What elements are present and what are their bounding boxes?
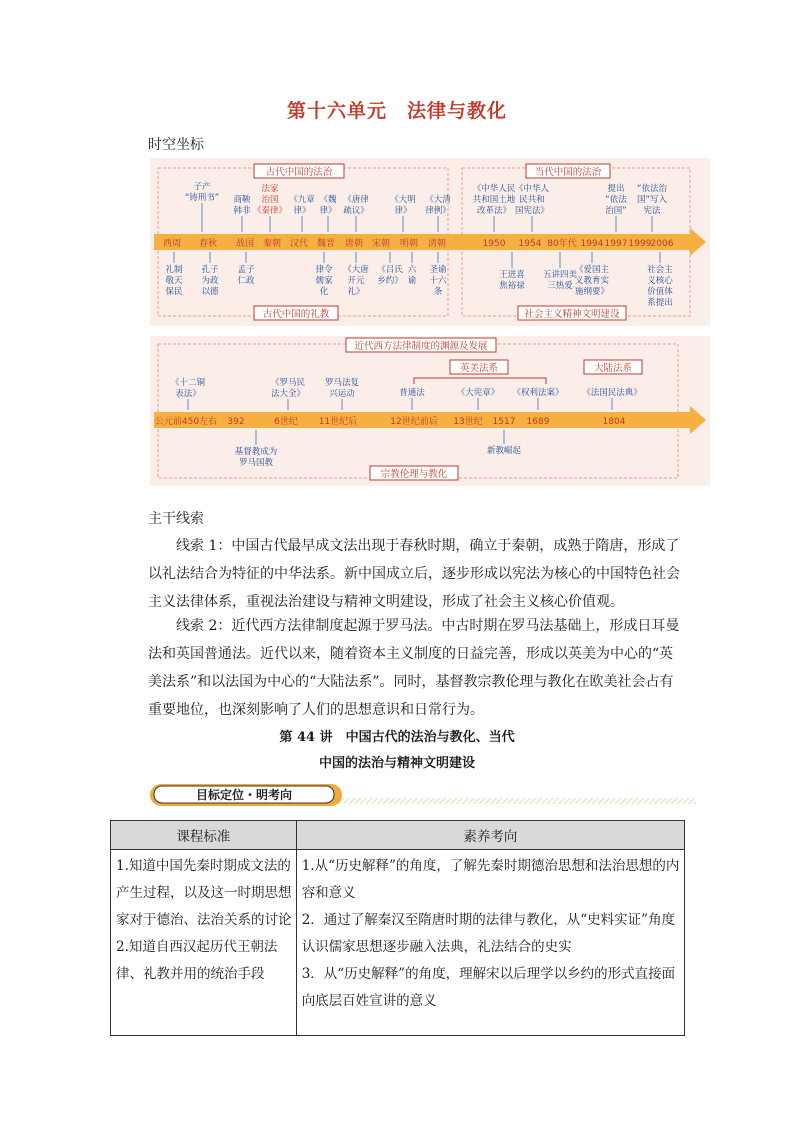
event-text: 《唐律 bbox=[343, 195, 369, 205]
event-text: 宪法 bbox=[643, 206, 661, 216]
event-text: 共和国土地 bbox=[472, 195, 516, 205]
event-text: 韩非 bbox=[233, 206, 251, 216]
event-text: 改革法》 bbox=[476, 206, 512, 216]
event-text: “依法治 bbox=[637, 184, 667, 194]
event-text: 《十二铜 bbox=[170, 378, 206, 388]
event-text: 民共和 bbox=[519, 195, 545, 205]
axis-label: 12世纪前后 bbox=[390, 417, 438, 427]
event-text: 《权利法案》 bbox=[512, 388, 564, 398]
axis-label: 1517 bbox=[492, 417, 516, 427]
event-text: 《大明 bbox=[390, 195, 416, 205]
event-text: 系提出 bbox=[647, 298, 673, 308]
event-text: 《罗马民 bbox=[270, 378, 306, 388]
standards-table bbox=[110, 820, 685, 1036]
axis-label: 魏晋 bbox=[316, 239, 336, 249]
event-text: 孔子 bbox=[201, 265, 219, 275]
axis-label: 战国 bbox=[235, 239, 255, 249]
literacy-item: 2．通过了解秦汉至隋唐时期的法律与教化，从“史料实证”角度认识儒家思想逐步融入法典，礼法结合的史实 bbox=[301, 912, 676, 955]
clue-1-text: 中国古代最早成文法出现于春秋时期，确立于秦朝，成熟于隋唐，形成了以礼法结合为特征的中华法系。新中国成立后，逐步形成以宪法为核心的中国特色社会主义法律体系，重视法治建设与精神文明建设，形成了社会主义核心价值观。 bbox=[148, 538, 680, 610]
page-title: 第十六单元 法律与教化 bbox=[286, 100, 507, 122]
timeline-west bbox=[150, 336, 710, 486]
event-text: 价值体 bbox=[647, 287, 673, 297]
axis-label: 秦朝 bbox=[262, 239, 282, 249]
event-text: 新教崛起 bbox=[486, 446, 522, 456]
event-text: 基督教成为 bbox=[234, 447, 278, 457]
standard-item: 1.知道中国先秦时期成文法的产生过程，以及这一时期思想家对于德治、法治关系的讨论 bbox=[116, 858, 292, 928]
event-text: 为政 bbox=[201, 276, 219, 286]
event-text: 律令 bbox=[315, 265, 333, 275]
axis-label: 清朝 bbox=[427, 239, 447, 249]
axis-label: 392 bbox=[227, 417, 245, 427]
clue-2 bbox=[148, 612, 684, 724]
axis-label: 2006 bbox=[650, 239, 674, 249]
table-cell-standards bbox=[111, 850, 297, 1036]
event-text: 条 bbox=[433, 287, 443, 297]
clue-1-label: 线索 1： bbox=[176, 538, 232, 554]
top-box: 近代西方法律制度的渊源及发展 bbox=[354, 341, 488, 352]
axis-label: 11世纪后 bbox=[318, 417, 358, 427]
event-text: 社会主 bbox=[647, 265, 673, 275]
bottom-box: 宗教伦理与教化 bbox=[380, 469, 448, 480]
timeline-china bbox=[150, 158, 710, 326]
event-text: 《魏 bbox=[319, 195, 337, 205]
axis-label: 唐朝 bbox=[344, 239, 364, 249]
table-header-literacy: 素养考向 bbox=[296, 821, 684, 850]
event-text: 律》 bbox=[319, 206, 337, 216]
top-box-left: 古代中国的法治 bbox=[265, 167, 333, 178]
axis-label: 1954 bbox=[518, 239, 542, 249]
banner-text: 目标定位・明考向 bbox=[195, 788, 293, 802]
event-text: 普通法 bbox=[399, 388, 425, 398]
event-text: 《中华人 bbox=[514, 184, 550, 194]
axis-label: 汉代 bbox=[289, 239, 309, 249]
event-text: 律例》 bbox=[425, 206, 451, 216]
event-text: 谕 bbox=[407, 276, 417, 286]
objective-banner bbox=[150, 782, 696, 810]
standard-item: 2.知道自西汉起历代王朝法律、礼教并用的统治手段 bbox=[116, 939, 278, 982]
axis-label: 宋朝 bbox=[371, 239, 391, 249]
event-text: 罗马法复 bbox=[324, 378, 360, 388]
event-text: 化 bbox=[319, 287, 329, 297]
lecture-title-2: 中国的法治与精神文明建设 bbox=[318, 756, 475, 771]
event-text: 《秦律》 bbox=[252, 206, 288, 216]
axis-label: 13世纪 bbox=[453, 417, 483, 427]
event-text: 义教育实 bbox=[574, 276, 610, 286]
event-text: 三热爱 bbox=[547, 281, 573, 291]
clue-1 bbox=[148, 532, 684, 616]
tag-continental: 大陆法系 bbox=[593, 363, 633, 374]
event-text: 商鞅 bbox=[233, 195, 251, 205]
axis-label: 1950 bbox=[482, 239, 506, 249]
clue-2-label: 线索 2： bbox=[176, 618, 232, 634]
event-text: 子产 bbox=[193, 182, 211, 192]
lecture-title-1: 第 44 讲 中国古代的法治与教化、当代 bbox=[279, 730, 515, 745]
event-text: 孟子 bbox=[237, 265, 255, 275]
event-text: 治国 bbox=[261, 195, 279, 205]
event-text: 敬天 bbox=[165, 276, 183, 286]
main-heading: 主干线索 bbox=[148, 511, 204, 527]
literacy-item: 3．从“历史解释”的角度，理解宋以后理学以乡约的形式直接面向底层百姓宣讲的意义 bbox=[301, 966, 676, 1009]
table-header-standard: 课程标准 bbox=[111, 821, 297, 850]
tag-anglo: 英美法系 bbox=[459, 363, 499, 374]
event-text: 《九章 bbox=[289, 195, 315, 205]
event-text: 以德 bbox=[201, 287, 219, 297]
event-text: 五讲四美 bbox=[542, 270, 578, 280]
event-text: 提出 bbox=[607, 184, 625, 194]
axis-label: 1999 bbox=[628, 239, 652, 249]
table-cell-literacy bbox=[296, 850, 684, 1036]
top-box-right: 当代中国的法治 bbox=[534, 167, 602, 178]
event-text: 义核心 bbox=[647, 276, 673, 286]
event-text: 《大宪章》 bbox=[456, 388, 500, 398]
event-text: 《大清 bbox=[425, 195, 451, 205]
event-text: 六 bbox=[407, 265, 417, 275]
bottom-box-right: 社会主义精神文明建设 bbox=[524, 309, 620, 320]
event-text: 施纲要》 bbox=[574, 287, 610, 297]
event-text: 开元 bbox=[347, 276, 365, 286]
event-text: 治国” bbox=[605, 206, 627, 216]
event-text: 国宪法》 bbox=[514, 206, 550, 216]
event-text: “依法 bbox=[605, 195, 627, 205]
timeline-heading: 时空坐标 bbox=[148, 137, 204, 153]
event-text: 《爱国主 bbox=[574, 265, 610, 275]
event-text: 王进喜 bbox=[499, 270, 525, 280]
event-text: 仁政 bbox=[237, 276, 255, 286]
event-text: 《吕氏 bbox=[377, 265, 403, 275]
event-text: 儒家 bbox=[315, 276, 333, 286]
event-text: 法家 bbox=[261, 184, 279, 194]
event-text: 表法》 bbox=[175, 389, 201, 399]
event-text: 律》 bbox=[394, 206, 412, 216]
event-text: 罗马国教 bbox=[238, 458, 274, 468]
event-text: 乡约》 bbox=[377, 276, 403, 286]
event-text: 十六 bbox=[429, 276, 447, 286]
literacy-item: 1.从“历史解释”的角度，了解先秦时期德治思想和法治思想的内容和意义 bbox=[301, 858, 680, 901]
timeline-west-bg bbox=[150, 336, 710, 486]
axis-label: 6世纪 bbox=[274, 417, 298, 427]
event-text: “铸刑书” bbox=[184, 193, 220, 203]
event-text: 《法国民法典》 bbox=[582, 388, 642, 398]
axis-label: 1994 bbox=[580, 239, 604, 249]
event-text: 保民 bbox=[165, 287, 183, 297]
event-text: 兴运动 bbox=[329, 389, 355, 399]
axis-label: 1997 bbox=[604, 239, 628, 249]
axis-label: 明朝 bbox=[399, 239, 419, 249]
axis-label: 春秋 bbox=[198, 239, 218, 249]
event-text: 焦裕禄 bbox=[499, 281, 525, 291]
event-text: 律》 bbox=[293, 206, 311, 216]
event-text: 疏议》 bbox=[343, 206, 369, 216]
axis-label: 西周 bbox=[162, 239, 182, 249]
axis-label: 公元前450左右 bbox=[154, 417, 218, 427]
event-text: 礼》 bbox=[347, 287, 365, 297]
clue-2-text: 近代西方法律制度起源于罗马法。中古时期在罗马法基础上，形成日耳曼法和英国普通法。近代以来，随着资本主义制度的日益完善，形成以英美为中心的“英美法系”和以法国为中心的“大陆法系”。同时，基督教宗教伦理与教化在欧美社会占有重要地位，也深刻影响了人们的思想意识和日常行为。 bbox=[148, 618, 680, 718]
event-text: 国”写入 bbox=[637, 195, 667, 205]
event-text: 《大唐 bbox=[343, 265, 369, 275]
event-text: 圣谕 bbox=[429, 265, 447, 275]
axis-label: 1689 bbox=[526, 417, 550, 427]
bottom-box-left: 古代中国的礼教 bbox=[262, 309, 330, 320]
event-text: 《中华人民 bbox=[472, 184, 516, 194]
event-text: 礼制 bbox=[165, 265, 183, 275]
axis-label: 80年代 bbox=[547, 239, 577, 249]
event-text: 法大全》 bbox=[270, 389, 306, 399]
banner-hatch bbox=[300, 798, 696, 804]
axis-label: 1804 bbox=[602, 417, 626, 427]
